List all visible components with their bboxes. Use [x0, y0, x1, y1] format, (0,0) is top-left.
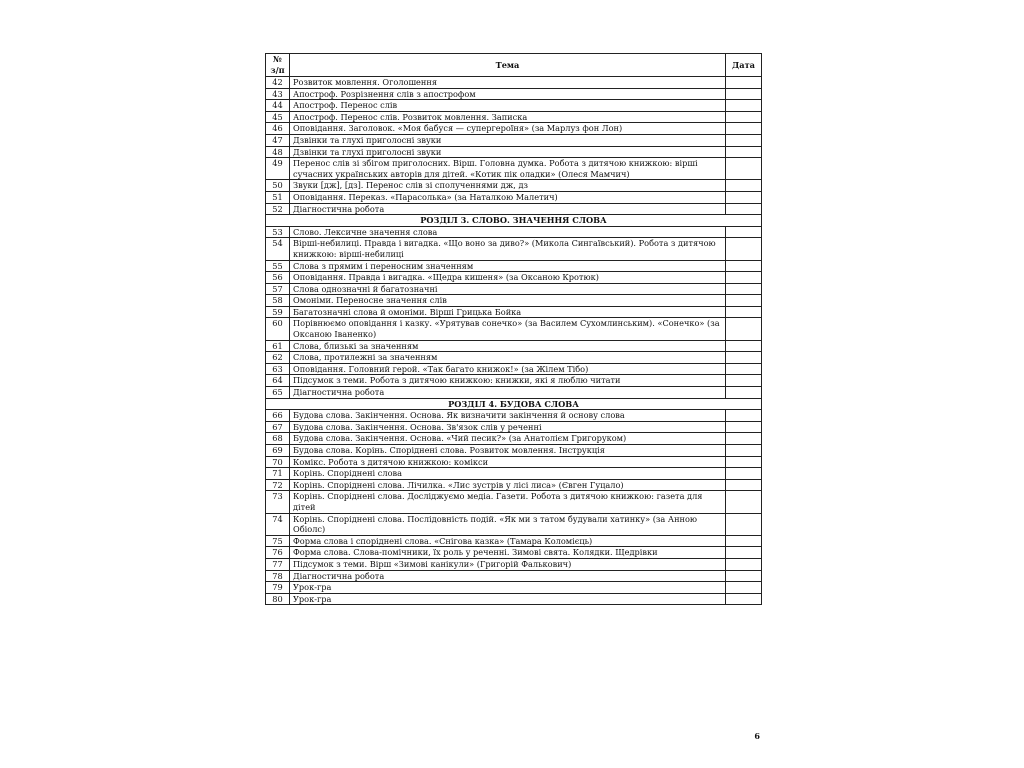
lesson-topic: Форма слова і споріднені слова. «Снігова казка» (Тамара Коломієць) [290, 535, 726, 547]
lesson-number: 61 [266, 340, 290, 352]
lesson-date-cell[interactable] [726, 535, 762, 547]
lesson-topic: Урок-гра [290, 593, 726, 605]
lesson-number: 57 [266, 283, 290, 295]
section-title: РОЗДІЛ 3. СЛОВО. ЗНАЧЕННЯ СЛОВА [266, 215, 762, 227]
table-row [266, 100, 762, 112]
lesson-date-cell[interactable] [726, 491, 762, 513]
lesson-topic: Корінь. Споріднені слова. Досліджуємо медіа. Газети. Робота з дитячою книжкою: газета для дітей [290, 491, 726, 513]
lesson-number: 50 [266, 180, 290, 192]
lesson-topic: Корінь. Споріднені слова. Лічилка. «Лис зустрів у лісі лиса» (Євген Гуцало) [290, 479, 726, 491]
lesson-topic: Урок-гра [290, 582, 726, 594]
lesson-topic: Звуки [дж], [дз]. Перенос слів зі сполученнями дж, дз [290, 180, 726, 192]
table-row [266, 421, 762, 433]
lesson-number: 66 [266, 410, 290, 422]
table-row [266, 340, 762, 352]
table-row [266, 547, 762, 559]
lesson-topic: Будова слова. Корінь. Споріднені слова. Розвиток мовлення. Інструкція [290, 445, 726, 457]
lesson-topic: Вірші-небилиці. Правда і вигадка. «Що воно за диво?» (Микола Сингаївський). Робота з дитячою книжкою: вірші-небилиці [290, 238, 726, 260]
lesson-number: 62 [266, 352, 290, 364]
lesson-number: 45 [266, 111, 290, 123]
lesson-topic: Оповідання. Переказ. «Парасолька» (за Наталкою Малетич) [290, 191, 726, 203]
lesson-topic: Корінь. Споріднені слова [290, 468, 726, 480]
lesson-number: 51 [266, 191, 290, 203]
header-date: Дата [726, 54, 762, 77]
table-row [266, 410, 762, 422]
table-row [266, 260, 762, 272]
table-row [266, 363, 762, 375]
lesson-topic: Форма слова. Слова-помічники, їх роль у реченні. Зимові свята. Колядки. Щедрівки [290, 547, 726, 559]
lesson-date-cell[interactable] [726, 352, 762, 364]
lesson-topic: Підсумок з теми. Робота з дитячою книжкою: книжки, які я люблю читати [290, 375, 726, 387]
table-row [266, 146, 762, 158]
lesson-date-cell[interactable] [726, 547, 762, 559]
lesson-date-cell[interactable] [726, 421, 762, 433]
lesson-number: 49 [266, 158, 290, 180]
table-row [266, 468, 762, 480]
lesson-date-cell[interactable] [726, 100, 762, 112]
lesson-date-cell[interactable] [726, 445, 762, 457]
lesson-number: 73 [266, 491, 290, 513]
lesson-date-cell[interactable] [726, 456, 762, 468]
table-row [266, 593, 762, 605]
lesson-date-cell[interactable] [726, 387, 762, 399]
lesson-date-cell[interactable] [726, 410, 762, 422]
table-row [266, 272, 762, 284]
lesson-date-cell[interactable] [726, 340, 762, 352]
lesson-number: 80 [266, 593, 290, 605]
table-row [266, 535, 762, 547]
lesson-date-cell[interactable] [726, 570, 762, 582]
section-heading-row [266, 215, 762, 227]
table-row [266, 77, 762, 89]
lesson-topic: Комікс. Робота з дитячою книжкою: комікси [290, 456, 726, 468]
lesson-date-cell[interactable] [726, 468, 762, 480]
lesson-date-cell[interactable] [726, 77, 762, 89]
header-topic: Тема [290, 54, 726, 77]
table-row [266, 238, 762, 260]
table-row [266, 88, 762, 100]
lesson-date-cell[interactable] [726, 375, 762, 387]
lesson-date-cell[interactable] [726, 111, 762, 123]
lesson-number: 63 [266, 363, 290, 375]
lesson-topic: Оповідання. Правда і вигадка. «Щедра кишеня» (за Оксаною Кротюк) [290, 272, 726, 284]
lesson-topic: Корінь. Споріднені слова. Послідовність подій. «Як ми з татом будували хатинку» (за Анною Обіолс) [290, 513, 726, 535]
lesson-topic: Будова слова. Закінчення. Основа. Зв'язок слів у реченні [290, 421, 726, 433]
lesson-number: 46 [266, 123, 290, 135]
lesson-topic: Слово. Лексичне значення слова [290, 226, 726, 238]
lesson-number: 78 [266, 570, 290, 582]
lesson-date-cell[interactable] [726, 513, 762, 535]
table-row [266, 433, 762, 445]
lesson-date-cell[interactable] [726, 558, 762, 570]
lesson-date-cell[interactable] [726, 593, 762, 605]
table-row [266, 352, 762, 364]
table-body [266, 77, 762, 605]
section-heading-row [266, 398, 762, 410]
lesson-date-cell[interactable] [726, 203, 762, 215]
table-row [266, 134, 762, 146]
table-row [266, 387, 762, 399]
table-row [266, 375, 762, 387]
lesson-date-cell[interactable] [726, 582, 762, 594]
lesson-date-cell[interactable] [726, 260, 762, 272]
lesson-topic: Будова слова. Закінчення. Основа. Як визначити закінчення й основу слова [290, 410, 726, 422]
lesson-topic: Розвиток мовлення. Оголошення [290, 77, 726, 89]
page-number: 6 [754, 731, 760, 741]
lesson-number: 68 [266, 433, 290, 445]
lesson-topic: Омоніми. Переносне значення слів [290, 295, 726, 307]
lesson-date-cell[interactable] [726, 295, 762, 307]
lesson-number: 69 [266, 445, 290, 457]
lesson-topic: Апостроф. Перенос слів [290, 100, 726, 112]
lesson-date-cell[interactable] [726, 180, 762, 192]
lesson-number: 70 [266, 456, 290, 468]
table-row [266, 318, 762, 340]
lesson-number: 56 [266, 272, 290, 284]
table-row [266, 283, 762, 295]
table-row [266, 570, 762, 582]
lesson-date-cell[interactable] [726, 158, 762, 180]
lesson-topic: Діагностична робота [290, 570, 726, 582]
lesson-date-cell[interactable] [726, 318, 762, 340]
lesson-number: 60 [266, 318, 290, 340]
lesson-date-cell[interactable] [726, 146, 762, 158]
lesson-number: 58 [266, 295, 290, 307]
lesson-topic: Дзвінки та глухі приголосні звуки [290, 134, 726, 146]
lesson-number: 48 [266, 146, 290, 158]
table-row [266, 513, 762, 535]
lesson-number: 79 [266, 582, 290, 594]
lesson-date-cell[interactable] [726, 226, 762, 238]
table-row [266, 479, 762, 491]
lesson-number: 71 [266, 468, 290, 480]
lesson-topic: Дзвінки та глухі приголосні звуки [290, 146, 726, 158]
table-row [266, 203, 762, 215]
table-header-row [266, 54, 762, 77]
lesson-date-cell[interactable] [726, 134, 762, 146]
lesson-topic: Діагностична робота [290, 387, 726, 399]
lesson-topic: Слова, близькі за значенням [290, 340, 726, 352]
table-row [266, 191, 762, 203]
lesson-date-cell[interactable] [726, 191, 762, 203]
lesson-topic: Слова, протилежні за значенням [290, 352, 726, 364]
lesson-topic: Багатозначні слова й омоніми. Вірші Грицька Бойка [290, 306, 726, 318]
lesson-number: 64 [266, 375, 290, 387]
section-title: РОЗДІЛ 4. БУДОВА СЛОВА [266, 398, 762, 410]
lesson-number: 65 [266, 387, 290, 399]
lesson-date-cell[interactable] [726, 283, 762, 295]
lesson-number: 43 [266, 88, 290, 100]
lesson-number: 76 [266, 547, 290, 559]
table-row [266, 306, 762, 318]
lesson-number: 47 [266, 134, 290, 146]
lesson-number: 59 [266, 306, 290, 318]
lesson-topic: Будова слова. Закінчення. Основа. «Чий песик?» (за Анатолієм Григоруком) [290, 433, 726, 445]
lesson-number: 52 [266, 203, 290, 215]
lesson-number: 44 [266, 100, 290, 112]
header-number: № з/п [266, 54, 290, 77]
table-row [266, 226, 762, 238]
lesson-number: 77 [266, 558, 290, 570]
table-row [266, 295, 762, 307]
lesson-topic: Порівнюємо оповідання і казку. «Урятував сонечко» (за Василем Сухомлинським). «Сонечко» (за Оксаною Іваненко) [290, 318, 726, 340]
lesson-topic: Слова з прямим і переносним значенням [290, 260, 726, 272]
lesson-plan-table [265, 53, 762, 605]
table-row [266, 582, 762, 594]
table-row [266, 558, 762, 570]
lesson-topic: Діагностична робота [290, 203, 726, 215]
lesson-date-cell[interactable] [726, 88, 762, 100]
lesson-topic: Оповідання. Заголовок. «Моя бабуся — супергероїня» (за Марлуз фон Лон) [290, 123, 726, 135]
lesson-number: 53 [266, 226, 290, 238]
lesson-date-cell[interactable] [726, 123, 762, 135]
lesson-date-cell[interactable] [726, 433, 762, 445]
lesson-topic: Оповідання. Головний герой. «Так багато книжок!» (за Жілем Тібо) [290, 363, 726, 375]
lesson-topic: Апостроф. Перенос слів. Розвиток мовлення. Записка [290, 111, 726, 123]
table-row [266, 445, 762, 457]
lesson-date-cell[interactable] [726, 272, 762, 284]
lesson-number: 72 [266, 479, 290, 491]
lesson-topic: Підсумок з теми. Вірш «Зимові канікули» (Григорій Фалькович) [290, 558, 726, 570]
lesson-topic: Слова однозначні й багатозначні [290, 283, 726, 295]
lesson-number: 42 [266, 77, 290, 89]
lesson-number: 54 [266, 238, 290, 260]
lesson-date-cell[interactable] [726, 306, 762, 318]
lesson-number: 75 [266, 535, 290, 547]
table-row [266, 180, 762, 192]
lesson-number: 67 [266, 421, 290, 433]
lesson-number: 55 [266, 260, 290, 272]
lesson-topic: Перенос слів зі збігом приголосних. Вірш. Головна думка. Робота з дитячою книжкою: вірші сучасних українських авторів для дітей. «Котик пік оладки» (Олеся Мамчич) [290, 158, 726, 180]
lesson-number: 74 [266, 513, 290, 535]
lesson-date-cell[interactable] [726, 238, 762, 260]
lesson-date-cell[interactable] [726, 363, 762, 375]
table-row [266, 456, 762, 468]
table-row [266, 491, 762, 513]
table-row [266, 158, 762, 180]
table-row [266, 123, 762, 135]
lesson-topic: Апостроф. Розрізнення слів з апострофом [290, 88, 726, 100]
lesson-date-cell[interactable] [726, 479, 762, 491]
table-row [266, 111, 762, 123]
